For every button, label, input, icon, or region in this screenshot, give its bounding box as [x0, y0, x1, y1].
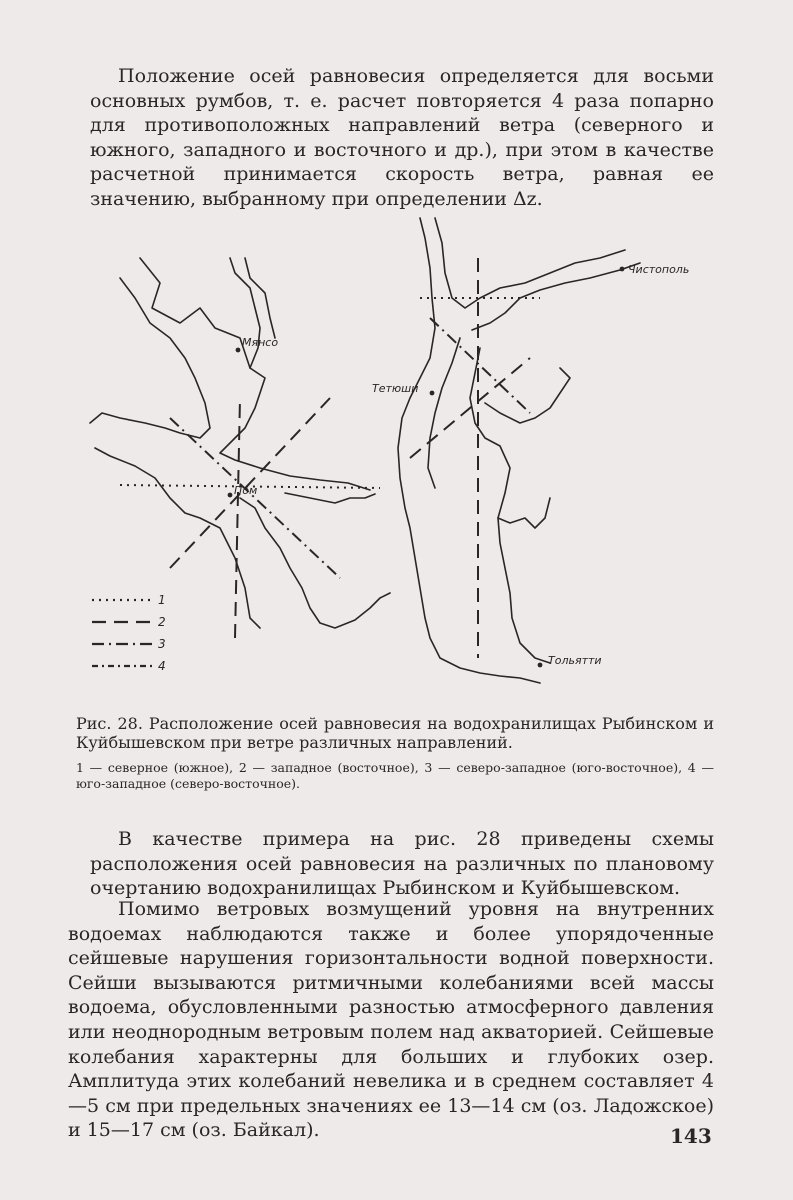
- rybinsk-shoreline-south: [240, 498, 390, 628]
- axis-3-rybinsk: [170, 418, 340, 578]
- tetyushi-marker: [430, 391, 435, 396]
- rybinsk-shoreline-east: [285, 493, 375, 503]
- label-tolyatti: Тольятти: [548, 654, 602, 667]
- label-chistopol: Чистополь: [628, 263, 690, 276]
- legend-num-3: 3: [158, 637, 166, 651]
- paragraph-axes-definition: Положение осей равновесия определяется для восьми основных румбов, т. е. расчет повторяется 4 раза попарно для противоположных направлений ветра (северного и южного, западного и восточного и др.), при этом в качестве расчетной принимается скорость ветра, равная ее значению, выбранному при определении Δz.: [90, 65, 714, 210]
- kuibyshev-kama-branch: [498, 498, 550, 528]
- label-pom: Пом: [234, 484, 258, 497]
- kuibyshev-shoreline-middle: [428, 338, 460, 488]
- paragraph-seiches: Помимо ветровых возмущений уровня на внутренних водоемах наблюдаются также и более упорядоченные сейшевые нарушения горизонтальности водной поверхности. Сейши вызываются ритмичными колебаниями всей массы водоема, обусловленными разностью атмосферного давления или неоднородным ветровым полем над акваторией. Сейшевые колебания характерны для больших и глубоких озер. Амплитуда этих колебаний невелика и в среднем составляет 4—5 см при предельных значениях ее 13—14 см (оз. Ладожское) и 15—17 см (оз. Байкал).: [68, 898, 714, 1142]
- label-manso: Мянсо: [242, 336, 279, 349]
- chistopol-marker: [620, 267, 625, 272]
- rybinsk-shoreline-upper: [140, 258, 370, 490]
- kuibyshev-tributary: [485, 368, 570, 423]
- legend-num-1: 1: [158, 593, 166, 607]
- axis-1-rybinsk: [235, 398, 240, 638]
- axis-4-kuibyshev: [410, 358, 530, 458]
- axis-4-rybinsk: [170, 398, 330, 568]
- map-legend: [92, 600, 152, 666]
- figure-legend-note: 1 — северное (южное), 2 — западное (восточное), 3 — северо-западное (юго-восточное), 4 — юго-западное (северо-восточное).: [76, 760, 714, 791]
- label-tetyushi: Тетюши: [372, 382, 419, 395]
- legend-num-2: 2: [158, 615, 166, 629]
- paragraph-example: В качестве примера на рис. 28 приведены схемы расположения осей равновесия на различных по плановому очертанию водохранилищах Рыбинском и Куйбышевском.: [90, 828, 714, 900]
- legend-num-4: 4: [158, 659, 166, 673]
- kuibyshev-shoreline-right: [470, 348, 550, 663]
- pom-marker: [228, 493, 233, 498]
- kuibyshev-shoreline-east-lower: [472, 263, 640, 330]
- manso-marker: [236, 348, 241, 353]
- rybinsk-shoreline-southwest: [95, 448, 260, 628]
- page-number: 143: [670, 1124, 712, 1148]
- tolyatti-marker: [538, 663, 543, 668]
- rybinsk-shoreline-west: [90, 278, 210, 438]
- figure-caption: Рис. 28. Расположение осей равновесия на водохранилищах Рыбинском и Куйбышевском при ветре различных направлений.: [76, 714, 714, 752]
- figure-28-map: [80, 198, 730, 708]
